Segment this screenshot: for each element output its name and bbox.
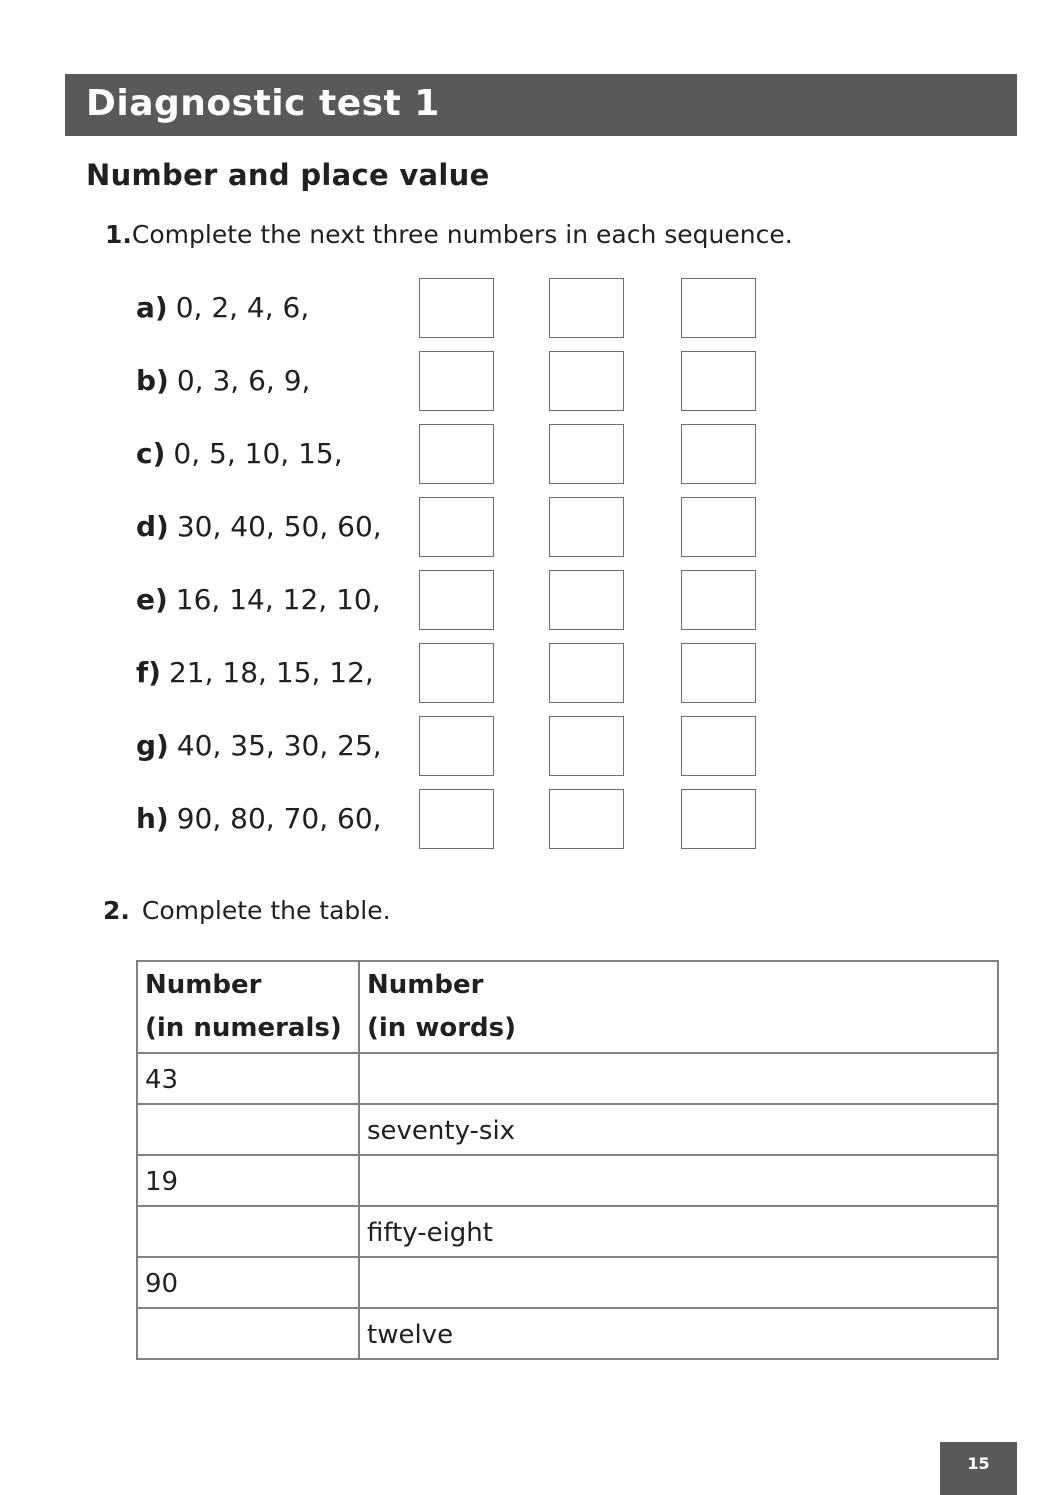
- answer-box[interactable]: [419, 351, 494, 411]
- cell-words[interactable]: fifty-eight: [359, 1206, 998, 1257]
- answer-box[interactable]: [419, 497, 494, 557]
- sequence-row-f: [0, 643, 800, 703]
- item-letter: a): [136, 291, 168, 324]
- sequence-values: 0, 3, 6, 9,: [176, 364, 311, 397]
- table-row: [137, 1206, 998, 1257]
- table-row: [137, 1104, 998, 1155]
- answer-box[interactable]: [549, 351, 624, 411]
- question-text: Complete the next three numbers in each sequence.: [131, 220, 793, 249]
- section-heading: Number and place value: [86, 158, 490, 192]
- item-letter: h): [136, 802, 169, 835]
- answer-box[interactable]: [419, 278, 494, 338]
- header-line: (in numerals): [145, 1013, 342, 1043]
- item-letter: f): [136, 656, 161, 689]
- answer-box[interactable]: [549, 497, 624, 557]
- sequence-text: [136, 728, 382, 764]
- number-table: [136, 960, 999, 1360]
- cell-numerals[interactable]: 19: [137, 1155, 359, 1206]
- question-number: 2.: [103, 896, 130, 925]
- cell-words[interactable]: twelve: [359, 1308, 998, 1359]
- item-letter: e): [136, 583, 168, 616]
- sequence-values: 30, 40, 50, 60,: [176, 510, 382, 543]
- title-bar: [65, 74, 1017, 136]
- answer-box[interactable]: [549, 424, 624, 484]
- sequence-values: 21, 18, 15, 12,: [168, 656, 374, 689]
- answer-box[interactable]: [549, 570, 624, 630]
- answer-box[interactable]: [419, 570, 494, 630]
- question-number: 1.: [105, 220, 132, 249]
- cell-numerals[interactable]: 90: [137, 1257, 359, 1308]
- answer-box[interactable]: [549, 716, 624, 776]
- answer-box[interactable]: [681, 643, 756, 703]
- answer-box[interactable]: [549, 789, 624, 849]
- answer-box[interactable]: [681, 570, 756, 630]
- sequence-values: 40, 35, 30, 25,: [176, 729, 382, 762]
- answer-box[interactable]: [681, 716, 756, 776]
- table-row: [137, 1308, 998, 1359]
- answer-box[interactable]: [681, 278, 756, 338]
- item-letter: d): [136, 510, 169, 543]
- sequence-values: 0, 2, 4, 6,: [175, 291, 310, 324]
- header-line: Number: [145, 970, 262, 1000]
- answer-box[interactable]: [419, 716, 494, 776]
- header-line: Number: [367, 970, 484, 1000]
- page-title: Diagnostic test 1: [86, 83, 440, 124]
- cell-words[interactable]: seventy-six: [359, 1104, 998, 1155]
- cell-numerals[interactable]: [137, 1206, 359, 1257]
- answer-box[interactable]: [549, 643, 624, 703]
- header-words: [359, 961, 998, 1053]
- header-line: (in words): [367, 1013, 517, 1043]
- sequence-values: 0, 5, 10, 15,: [173, 437, 343, 470]
- answer-box[interactable]: [681, 789, 756, 849]
- table-row: [137, 1053, 998, 1104]
- table-header-row: [137, 961, 998, 1053]
- sequence-text: [136, 509, 382, 545]
- sequence-text: [136, 582, 381, 618]
- question-text: Complete the table.: [141, 896, 391, 925]
- answer-box[interactable]: [419, 643, 494, 703]
- question-1-prompt: [105, 218, 793, 252]
- cell-numerals[interactable]: 43: [137, 1053, 359, 1104]
- sequence-row-b: [0, 351, 800, 411]
- table-row: [137, 1257, 998, 1308]
- answer-box[interactable]: [419, 424, 494, 484]
- sequence-row-a: [0, 278, 800, 338]
- answer-box[interactable]: [681, 497, 756, 557]
- table-row: [137, 1155, 998, 1206]
- cell-words[interactable]: [359, 1155, 998, 1206]
- item-letter: c): [136, 437, 166, 470]
- sequence-row-g: [0, 716, 800, 776]
- item-letter: b): [136, 364, 169, 397]
- answer-box[interactable]: [681, 351, 756, 411]
- sequence-row-e: [0, 570, 800, 630]
- cell-numerals[interactable]: [137, 1308, 359, 1359]
- sequence-row-d: [0, 497, 800, 557]
- sequence-text: [136, 290, 309, 326]
- cell-numerals[interactable]: [137, 1104, 359, 1155]
- cell-words[interactable]: [359, 1053, 998, 1104]
- sequence-row-c: [0, 424, 800, 484]
- header-numerals: [137, 961, 359, 1053]
- sequence-text: [136, 436, 343, 472]
- page-number: 15: [940, 1442, 1017, 1495]
- sequence-text: [136, 655, 374, 691]
- answer-box[interactable]: [681, 424, 756, 484]
- sequence-values: 16, 14, 12, 10,: [175, 583, 381, 616]
- sequence-text: [136, 363, 310, 399]
- sequence-text: [136, 801, 382, 837]
- item-letter: g): [136, 729, 169, 762]
- cell-words[interactable]: [359, 1257, 998, 1308]
- answer-box[interactable]: [419, 789, 494, 849]
- answer-box[interactable]: [549, 278, 624, 338]
- question-2-prompt: [103, 894, 391, 928]
- sequence-row-h: [0, 789, 800, 849]
- sequence-values: 90, 80, 70, 60,: [176, 802, 382, 835]
